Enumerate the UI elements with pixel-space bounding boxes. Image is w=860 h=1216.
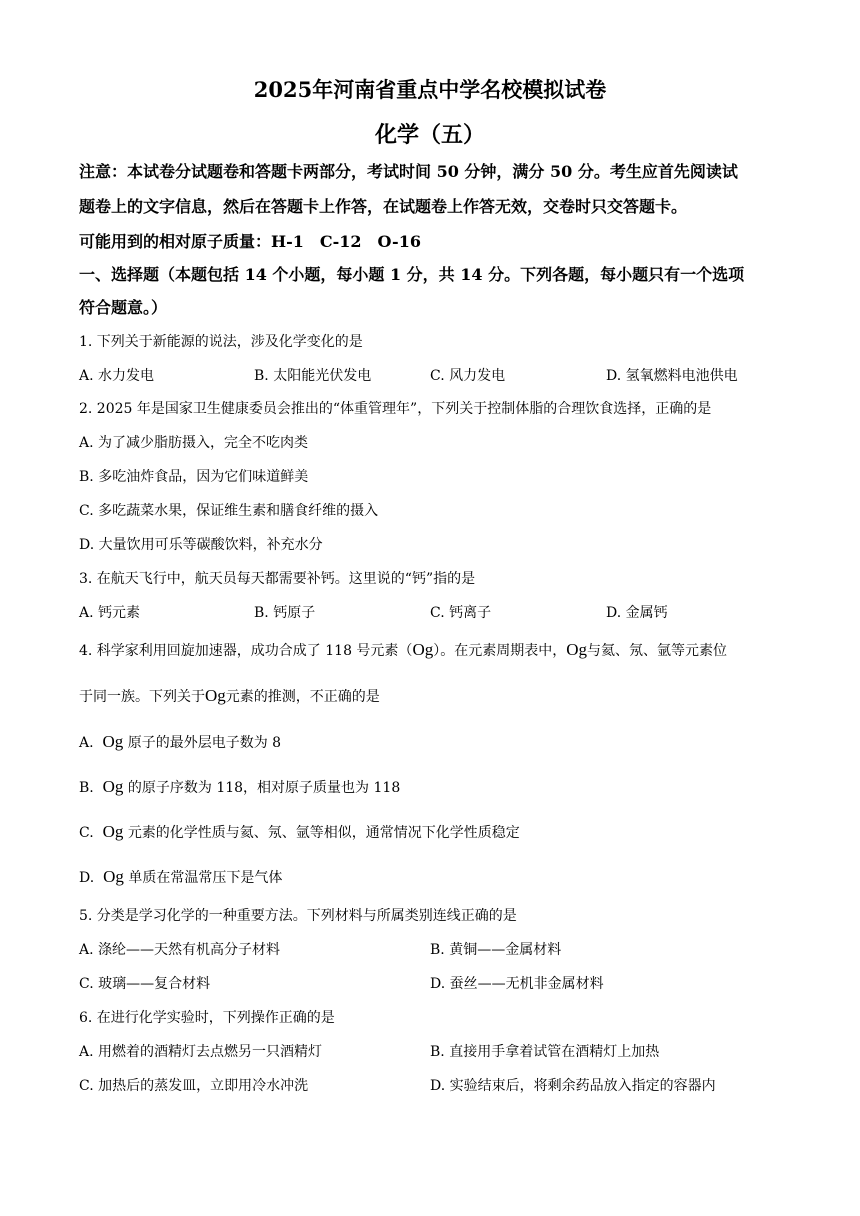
question-6-option-c: C. 加热后的蒸发皿，立即用冷水冲洗 (79, 1078, 309, 1094)
question-1-option-b: B. 太阳能光伏发电 (254, 368, 372, 384)
question-2-option-b: B. 多吃油炸食品，因为它们味道鲜美 (79, 469, 309, 485)
question-1-option-d: D. 氢氧燃料电池供电 (606, 368, 738, 384)
question-1-option-a: A. 水力发电 (79, 368, 155, 384)
question-4-option-d: D. Og 单质在常温常压下是气体 (79, 867, 283, 886)
question-3-option-b: B. 钙原子 (254, 605, 316, 621)
question-4-option-a: A. Og 原子的最外层电子数为 8 (79, 732, 282, 751)
notice-line-1: 注意：本试卷分试题卷和答题卡两部分，考试时间 50 分钟，满分 50 分。考生应首先阅读试 (79, 162, 738, 181)
og-symbol: Og (205, 686, 226, 705)
question-3-option-a: A. 钙元素 (79, 605, 141, 621)
question-3-option-c: C. 钙离子 (430, 605, 492, 621)
og-symbol: Og (102, 732, 124, 751)
question-2-option-a: A. 为了减少脂肪摄入，完全不吃肉类 (79, 435, 309, 451)
notice-line-2: 题卷上的文字信息，然后在答题卡上作答，在试题卷上作答无效，交卷时只交答题卡。 (79, 197, 688, 216)
question-6-option-d: D. 实验结束后，将剩余药品放入指定的容器内 (430, 1078, 716, 1094)
question-6-stem: 6. 在进行化学实验时，下列操作正确的是 (79, 1010, 335, 1026)
og-symbol: Og (103, 867, 124, 886)
question-4-stem-line-2: 于同一族。下列关于Og元素的推测，不正确的是 (79, 686, 380, 705)
question-3-stem: 3. 在航天飞行中，航天员每天都需要补钙。这里说的“钙”指的是 (79, 571, 476, 587)
question-4-stem-line-1: 4. 科学家利用回旋加速器，成功合成了 118 号元素（Og）。在元素周期表中，Og与氦、氖、氩等元素位 (79, 640, 727, 659)
question-2-option-c: C. 多吃蔬菜水果，保证维生素和膳食纤维的摄入 (79, 503, 379, 519)
question-4-option-b: B. Og 的原子序数为 118，相对原子质量也为 118 (79, 777, 401, 796)
og-symbol: Og (102, 777, 124, 796)
question-4-option-c: C. Og 元素的化学性质与氦、氖、氩等相似，通常情况下化学性质稳定 (79, 822, 520, 841)
atomic-mass-note: 可能用到的相对原子质量：H-1 C-12 O-16 (79, 232, 421, 251)
question-2-option-d: D. 大量饮用可乐等碳酸饮料，补充水分 (79, 537, 323, 553)
exam-title: 2025年河南省重点中学名校模拟试卷 (253, 77, 607, 102)
question-5-stem: 5. 分类是学习化学的一种重要方法。下列材料与所属类别连线正确的是 (79, 908, 517, 924)
og-symbol: Og (102, 822, 124, 841)
question-3-option-d: D. 金属钙 (606, 605, 668, 621)
og-symbol: Og (566, 640, 587, 659)
question-1-option-c: C. 风力发电 (430, 368, 506, 384)
question-5-option-c: C. 玻璃——复合材料 (79, 976, 211, 992)
question-5-option-a: A. 涤纶——天然有机高分子材料 (79, 942, 281, 958)
og-symbol: Og (412, 640, 434, 659)
question-5-option-b: B. 黄铜——金属材料 (430, 942, 562, 958)
question-5-option-d: D. 蚕丝——无机非金属材料 (430, 976, 604, 992)
question-2-stem: 2. 2025 年是国家卫生健康委员会推出的“体重管理年”，下列关于控制体脂的合理饮食选择，正确的是 (79, 401, 712, 417)
question-1-stem: 1. 下列关于新能源的说法，涉及化学变化的是 (79, 334, 363, 350)
question-6-option-a: A. 用燃着的酒精灯去点燃另一只酒精灯 (79, 1044, 323, 1060)
section-heading-line-1: 一、选择题（本题包括 14 个小题，每小题 1 分，共 14 分。下列各题，每小题只有一个选项 (79, 265, 745, 284)
exam-subtitle: 化学（五） (374, 122, 485, 148)
question-6-option-b: B. 直接用手拿着试管在酒精灯上加热 (430, 1044, 660, 1060)
section-heading-line-2: 符合题意。） (79, 298, 168, 317)
